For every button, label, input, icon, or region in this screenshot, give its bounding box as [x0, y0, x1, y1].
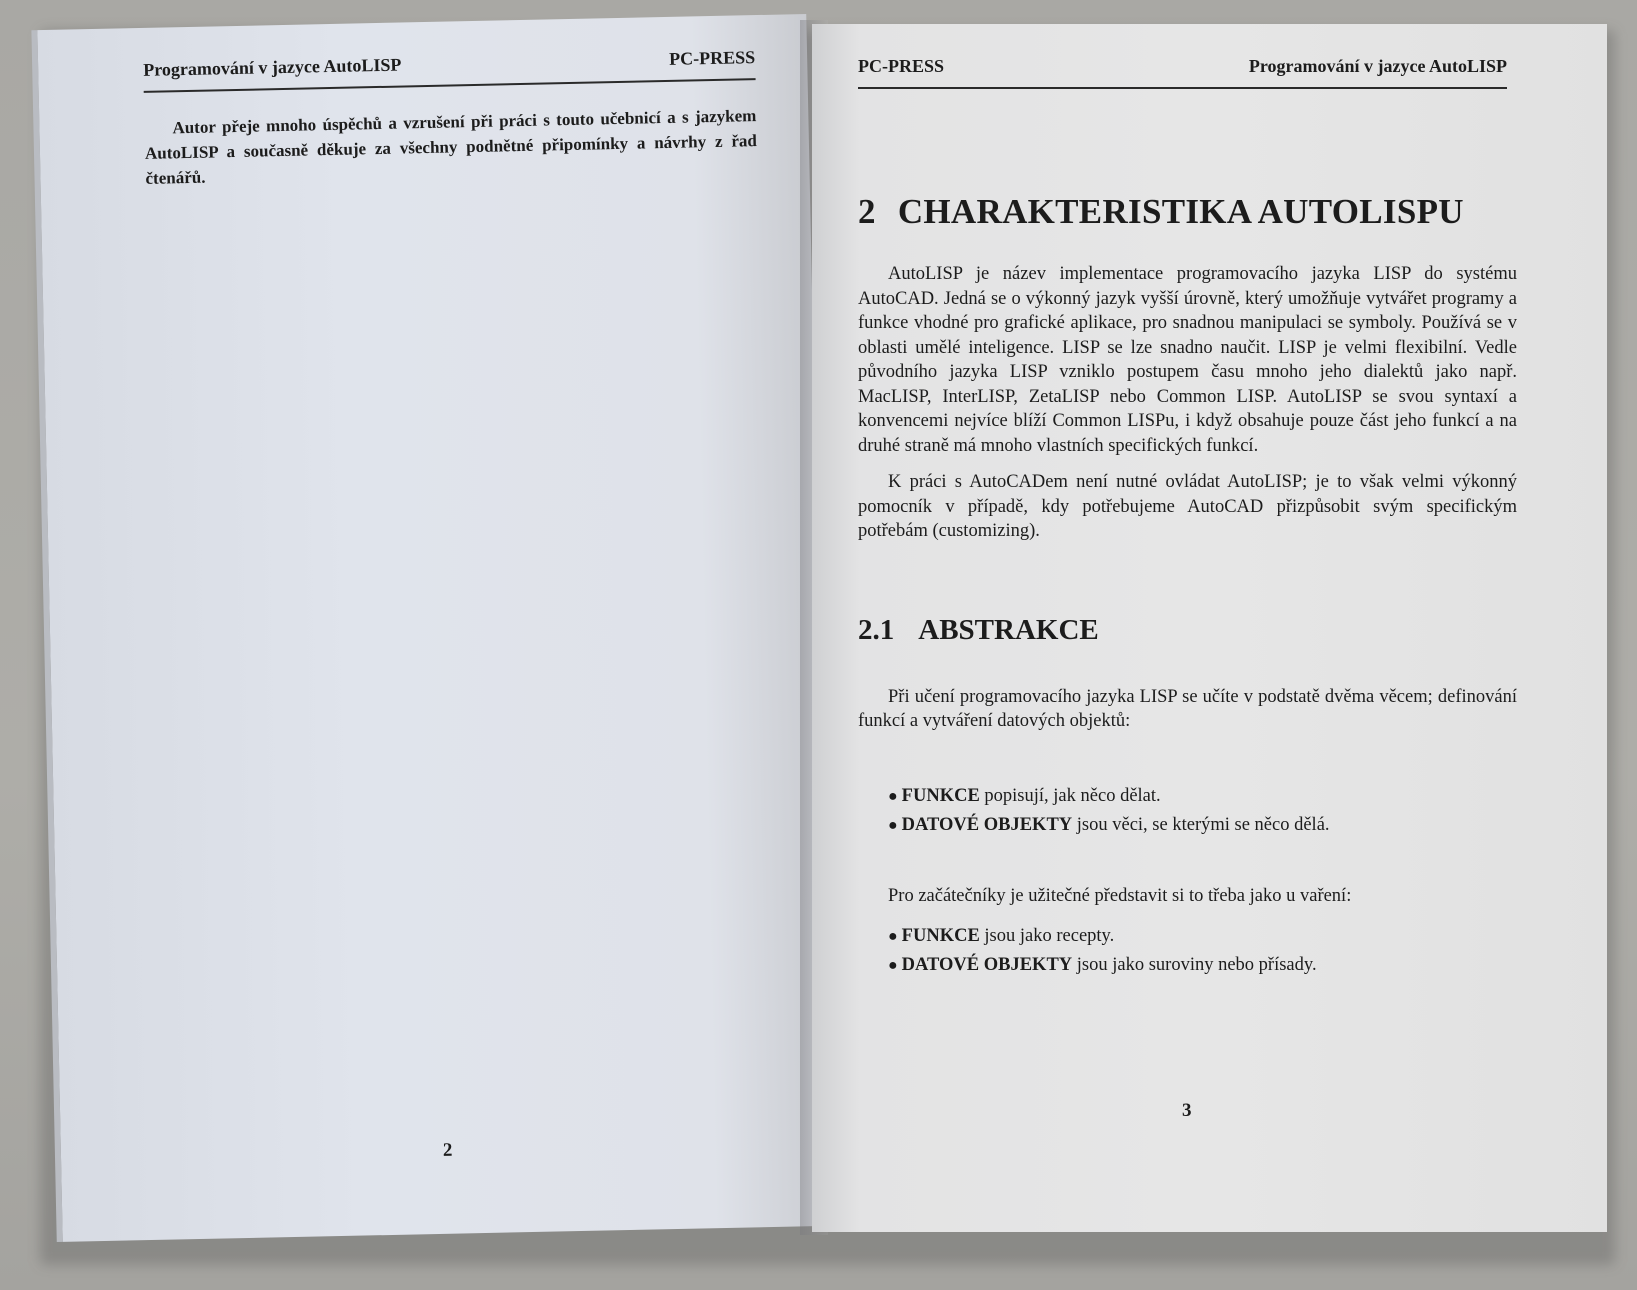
right-page — [812, 24, 1607, 1232]
analogy-intro: Pro začátečníky je užitečné představit si to třeba jako u vaření: — [888, 885, 1352, 906]
section-number: 2.1 — [858, 613, 895, 646]
chapter-title: CHARAKTERISTIKA AUTOLISPU — [897, 192, 1464, 231]
list-item — [888, 811, 1517, 840]
chapter-paragraph-1: AutoLISP je název implementace programovacího jazyka LISP do systému AutoCAD. Jedná se o výkonný jazyk vyšší úrovně, který umožňuje vytvářet programy a funkce vhodné pro grafické aplikace, pro snadnou manipulaci se symboly. Používá se v oblasti umělé inteligence. LISP se lze snadno naučit. LISP je velmi flexibilní. Vedle původního jazyka LISP vzniklo postupem času mnoho jeho dialektů jako např. MacLISP, InterLISP, ZetaLISP nebo Common LISP. AutoLISP se svou syntaxí a konvencemi nejvíce blíží Common LISPu, i když obsahuje pouze část jeho funkcí a na druhé straně má mnoho vlastních specifických funkcí. — [858, 264, 1517, 456]
chapter-number: 2 — [858, 192, 876, 231]
list-term: FUNKCE — [901, 925, 980, 946]
left-page-number: 2 — [442, 1139, 453, 1161]
left-running-head — [143, 47, 756, 93]
right-header-title: Programování v jazyce AutoLISP — [1248, 56, 1507, 76]
filled-circle-icon: ● — [888, 927, 898, 945]
section-paragraph: Při učení programovacího jazyka LISP se učíte v podstatě dvěma věcem; definování funkcí a vytváření datových objektů: — [858, 686, 1517, 731]
left-body-text: Autor přeje mnoho úspěchů a vzrušení při práci s touto učebnicí a s jazykem AutoLISP a současně děkuje za všechny podnětné připomínky a návrhy z řad čtenářů. — [144, 106, 758, 188]
section-heading — [858, 614, 1517, 647]
left-header-publisher: PC-PRESS — [668, 47, 756, 69]
left-page — [31, 14, 831, 1242]
list-text: jsou věci, se kterými se něco dělá. — [1072, 814, 1330, 835]
right-header-publisher: PC-PRESS — [858, 56, 945, 76]
right-page-number: 3 — [1182, 1100, 1192, 1121]
section-title: ABSTRAKCE — [918, 613, 1099, 646]
list-item — [888, 922, 1517, 951]
list-text: popisují, jak něco dělat. — [979, 785, 1161, 806]
list-item — [888, 782, 1517, 811]
definition-list — [888, 782, 1517, 840]
right-page-content — [858, 192, 1517, 980]
left-header-title: Programování v jazyce AutoLISP — [143, 54, 402, 80]
filled-circle-icon: ● — [888, 787, 898, 805]
filled-circle-icon: ● — [888, 956, 898, 974]
chapter-heading — [858, 192, 1517, 232]
list-term: DATOVÉ OBJEKTY — [901, 814, 1073, 835]
list-term: FUNKCE — [901, 785, 980, 806]
chapter-paragraph-2: K práci s AutoCADem není nutné ovládat AutoLISP; je to však velmi výkonný pomocník v případě, kdy potřebujeme AutoCAD přizpůsobit svým specifickým potřebám (customizing). — [858, 472, 1517, 541]
right-running-head — [858, 56, 1507, 89]
list-text: jsou jako suroviny nebo přísady. — [1072, 954, 1317, 975]
list-item — [888, 951, 1517, 980]
analogy-list — [888, 922, 1517, 980]
filled-circle-icon: ● — [888, 816, 898, 834]
list-term: DATOVÉ OBJEKTY — [901, 954, 1073, 975]
list-text: jsou jako recepty. — [979, 925, 1115, 946]
